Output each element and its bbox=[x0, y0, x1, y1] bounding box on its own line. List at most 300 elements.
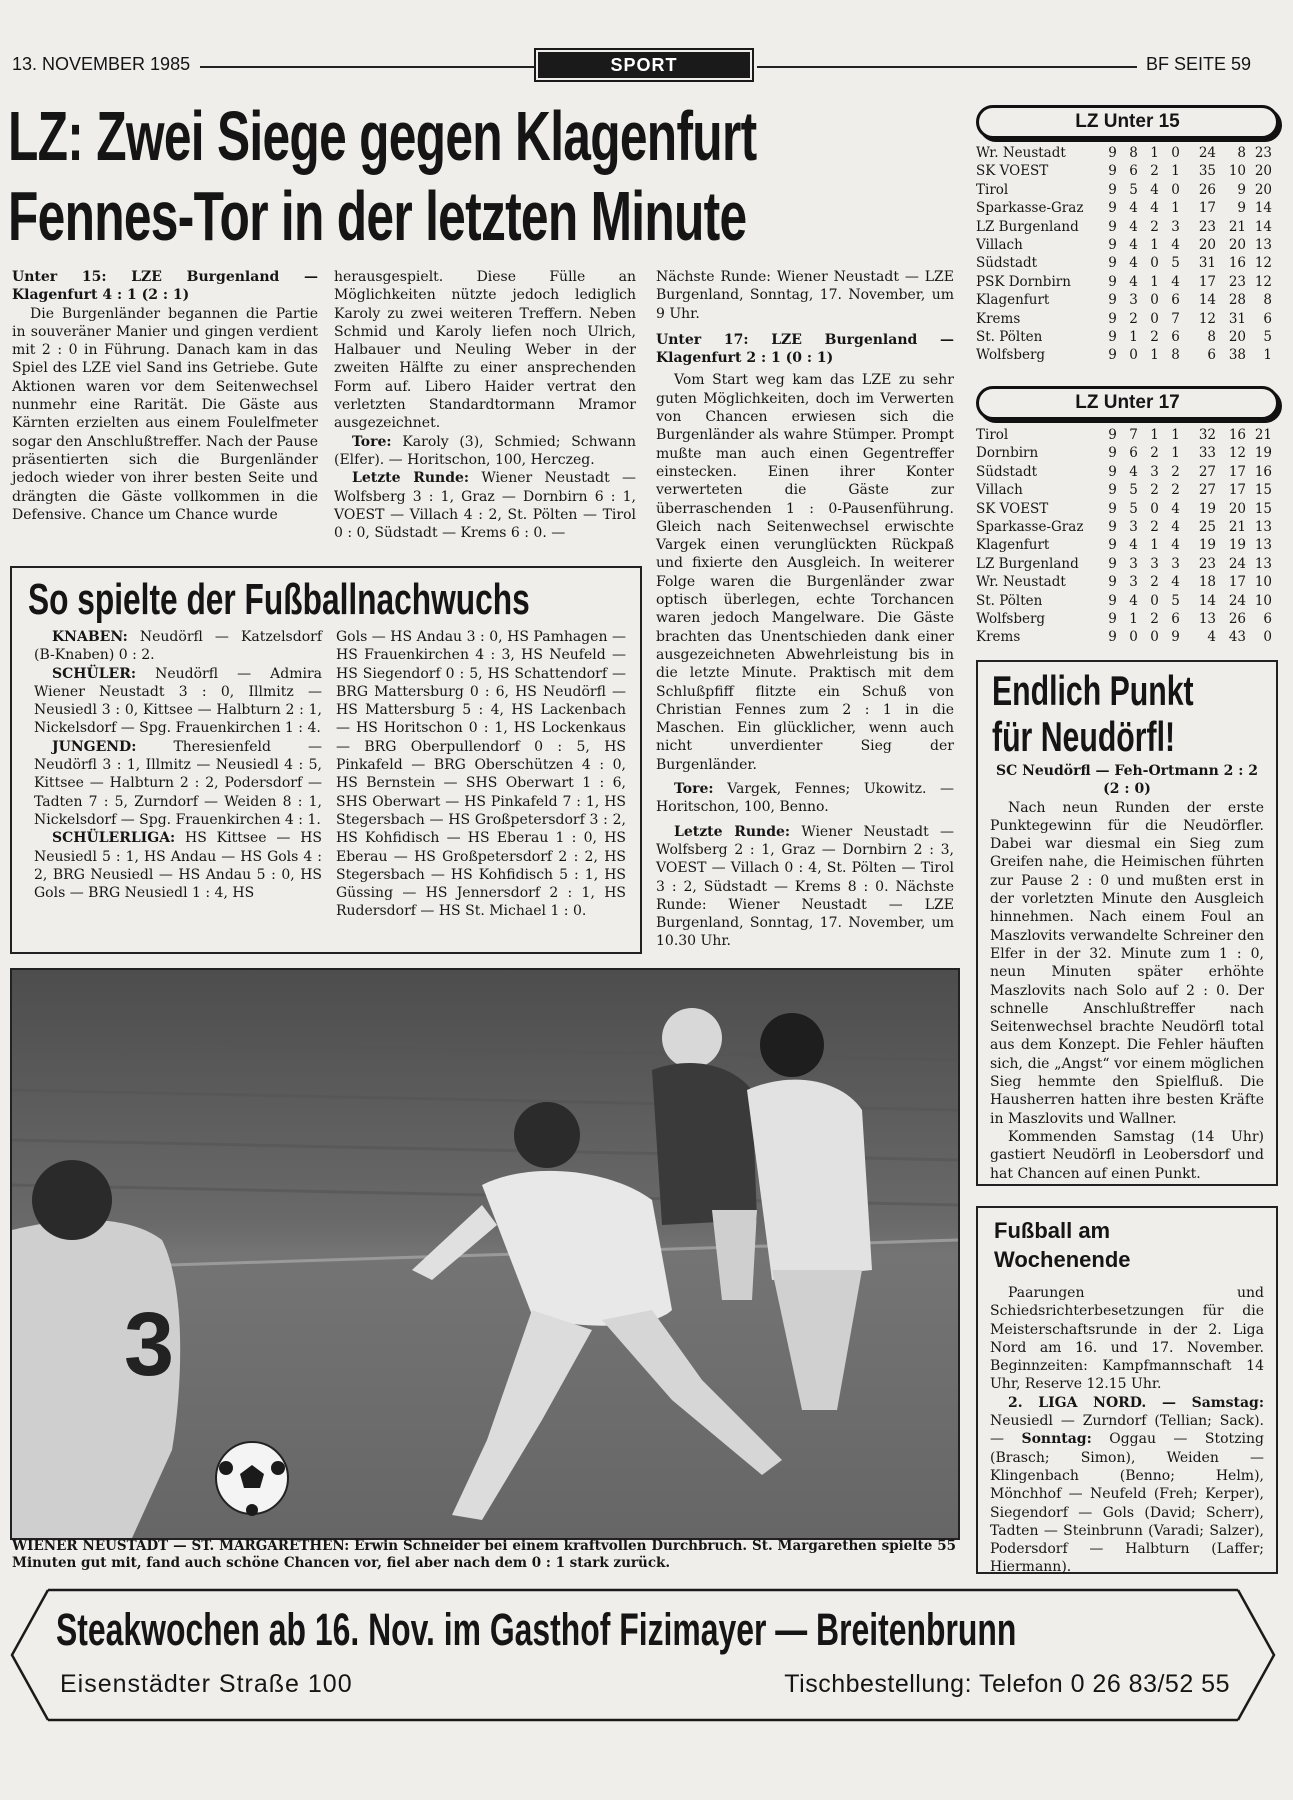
table-row bbox=[976, 463, 1278, 481]
games: 9 bbox=[1108, 181, 1117, 198]
team-name: LZ Burgenland bbox=[976, 555, 1079, 572]
u17-tore: Vargek, Fennes; Ukowitz. — Horitschon, 100, Benno. bbox=[656, 781, 954, 816]
games: 9 bbox=[1108, 592, 1117, 609]
games: 9 bbox=[1108, 427, 1117, 443]
u15-body-cont: herausgespielt. Diese Fülle an Möglichkeiten nützte jedoch lediglich Karoly zu zwei weiteren Treffern. Neben Schmid und Karoly liefen noch Ulrich, Halbauer und Neuling Weber in der zweiten Hälfte zu einer ansprechenden Form auf. Libero Haider vertrat den verletzten Standardtormann Mramor ausgezeichnet. bbox=[334, 269, 636, 432]
wins: 5 bbox=[1129, 482, 1138, 499]
wins: 4 bbox=[1129, 537, 1138, 554]
u15-tore: Karoly (3), Schmied; Schwann (Elfer). — Horitschon, 100, Herczeg. bbox=[334, 433, 637, 468]
table-row bbox=[976, 518, 1278, 536]
goals bbox=[1186, 426, 1246, 444]
sunday-label: Sonntag: bbox=[1021, 1431, 1092, 1448]
losses: 4 bbox=[1171, 237, 1180, 254]
neudoerfl-title-line2: für Neudörfl! bbox=[992, 713, 1176, 760]
goals-for: 19 bbox=[1198, 537, 1216, 554]
team-name: St. Pölten bbox=[976, 329, 1043, 346]
losses: 5 bbox=[1171, 592, 1180, 609]
wins: 3 bbox=[1129, 555, 1138, 572]
table-row bbox=[976, 254, 1278, 272]
u15-last-round: Wiener Neustadt — Wolfsberg 3 : 1, Graz — Dornbirn 6 : 1, VOEST — Villach 4 : 2, St. Pölten — Tirol 0 : 0, Südstadt — Krems 6 : 0. — bbox=[334, 470, 636, 542]
points: 15 bbox=[1254, 482, 1272, 499]
draws: 2 bbox=[1150, 163, 1159, 180]
goals-against: 12 bbox=[1228, 445, 1246, 462]
games: 9 bbox=[1108, 347, 1117, 364]
draws: 2 bbox=[1150, 218, 1159, 235]
u17-subheading: Unter 17: LZE Burgenland — Klagenfurt 2 : 1 (0 : 1) bbox=[656, 331, 954, 367]
goals bbox=[1186, 610, 1246, 628]
neudoerfl-title-line1: Endlich Punkt bbox=[992, 667, 1194, 714]
wins: 0 bbox=[1129, 347, 1138, 364]
team-name: Villach bbox=[976, 482, 1023, 499]
points: 13 bbox=[1254, 519, 1272, 536]
draws: 2 bbox=[1150, 611, 1159, 628]
goals bbox=[1186, 199, 1246, 217]
goals bbox=[1186, 481, 1246, 499]
draws: 2 bbox=[1150, 482, 1159, 499]
headline-line2: Fennes-Tor in der letzten Minute bbox=[8, 177, 747, 255]
photo-caption-text: Erwin Schneider bei einem kraftvollen Durchbruch. St. Margarethen spielte 55 Minuten gut mit, fand auch schöne Chancen vor, fiel aber nach dem 0 : 1 stark zurück. bbox=[12, 1538, 956, 1571]
games: 9 bbox=[1108, 329, 1117, 346]
ad-headline: Steakwochen ab 16. Nov. im Gasthof Fizimayer — Breitenbrunn bbox=[56, 1604, 1017, 1655]
goals-for: 17 bbox=[1198, 273, 1216, 290]
draws: 4 bbox=[1150, 200, 1159, 217]
goals-against: 24 bbox=[1228, 555, 1246, 572]
goals-against: 17 bbox=[1228, 482, 1246, 499]
goals-for: 27 bbox=[1198, 482, 1216, 499]
goals-against: 38 bbox=[1228, 347, 1246, 364]
wins: 3 bbox=[1129, 574, 1138, 591]
points: 10 bbox=[1254, 574, 1272, 591]
team-name: Südstadt bbox=[976, 463, 1038, 480]
draws: 2 bbox=[1150, 519, 1159, 536]
draws: 2 bbox=[1150, 574, 1159, 591]
games: 9 bbox=[1108, 218, 1117, 235]
wins: 4 bbox=[1129, 237, 1138, 254]
wins: 2 bbox=[1129, 310, 1138, 327]
liga-nord-saturday: Neusiedl — Zurndorf (Tellian; Sack). — bbox=[990, 1413, 1264, 1448]
points: 19 bbox=[1254, 445, 1272, 462]
goals-against: 20 bbox=[1228, 329, 1246, 346]
team-name: Tirol bbox=[976, 427, 1009, 443]
wins: 4 bbox=[1129, 463, 1138, 480]
losses: 1 bbox=[1171, 445, 1180, 462]
draws: 1 bbox=[1150, 237, 1159, 254]
points: 14 bbox=[1254, 218, 1272, 235]
goals bbox=[1186, 310, 1246, 328]
wins: 1 bbox=[1129, 329, 1138, 346]
goals-for: 23 bbox=[1198, 555, 1216, 572]
table-row bbox=[976, 218, 1278, 236]
wins: 7 bbox=[1129, 427, 1138, 443]
neudoerfl-body: Nach neun Runden der erste Punktegewinn für die Neudörfler. Dabei war diesmal ein Sieg zum Greifen nahe, die Heimischen führten zur Pause 2 : 0 und mußten erst in der vorletzten Minute den Ausgleich hinnehmen. Nach einem Foul an Maszlovits verwandelte Schreiner den Elfer in der 32. Minute zum 1 : 0, neun Minuten später erhöhte Maszlovits nach Solo auf 2 : 0. Der schnelle Anschlußtreffer nach Seitenwechsel brachte Neudörfl total aus dem Konzept. Die Fehler häuften sich, die „Angst“ vor einem möglichen Sieg hemmte den Spielfluß. Die Hausherren hatten ihre besten Kräfte in Maszlovits und Wallner. bbox=[990, 799, 1264, 1127]
wins: 4 bbox=[1129, 255, 1138, 272]
draws: 1 bbox=[1150, 537, 1159, 554]
goals-against: 17 bbox=[1228, 574, 1246, 591]
losses: 0 bbox=[1171, 181, 1180, 198]
table-row bbox=[976, 144, 1278, 162]
games: 9 bbox=[1108, 629, 1117, 646]
team-name: Dornbirn bbox=[976, 445, 1039, 462]
team-name: Wr. Neustadt bbox=[976, 574, 1066, 591]
jungend-label: JUNGEND: bbox=[52, 738, 137, 755]
games: 9 bbox=[1108, 611, 1117, 628]
losses: 4 bbox=[1171, 537, 1180, 554]
goals-for: 17 bbox=[1198, 200, 1216, 217]
games: 9 bbox=[1108, 255, 1117, 272]
team-name: St. Pölten bbox=[976, 592, 1043, 609]
games: 9 bbox=[1108, 237, 1117, 254]
team-name: PSK Dornbirn bbox=[976, 273, 1071, 290]
goals bbox=[1186, 236, 1246, 254]
advertisement bbox=[8, 1586, 1278, 1724]
points: 10 bbox=[1254, 592, 1272, 609]
header-page: BF SEITE 59 bbox=[1146, 54, 1252, 74]
goals-for: 27 bbox=[1198, 463, 1216, 480]
u15-body: Die Burgenländer begannen die Partie in souveräner Manier und gingen verdient mit 2 : 0 in Führung. Danach kam in das Spiel des LZE viel Sand ins Getriebe. Gute Aktionen waren vor dem Seitenwechsel nunmehr eine Rarität. Die Gäste aus Kärnten erzielten aus einem Foulelfmeter sogar den Anschlußtreffer. Nach der Pause präsentierten sich die Burgenländer jedoch wieder von ihrer besten Seite und drängten die Gäste vollkommen in die Defensive. Chance um Chance wurde bbox=[12, 305, 318, 523]
neudoerfl-subheading-ht: (2 : 0) bbox=[1103, 781, 1151, 798]
goals bbox=[1186, 218, 1246, 236]
goals bbox=[1186, 254, 1246, 272]
liga-nord-label: 2. LIGA NORD. — Samstag: bbox=[1008, 1394, 1264, 1411]
draws: 0 bbox=[1150, 310, 1159, 327]
wins: 5 bbox=[1129, 181, 1138, 198]
goals bbox=[1186, 162, 1246, 180]
article-col2 bbox=[334, 268, 636, 542]
draws: 2 bbox=[1150, 445, 1159, 462]
wins: 4 bbox=[1129, 200, 1138, 217]
photo-caption bbox=[12, 1538, 956, 1572]
goals bbox=[1186, 273, 1246, 291]
losses: 4 bbox=[1171, 273, 1180, 290]
photo-graphic bbox=[12, 970, 958, 1538]
points: 20 bbox=[1254, 181, 1272, 198]
u15-table bbox=[976, 144, 1278, 365]
goals-against: 9 bbox=[1237, 200, 1246, 217]
table-row bbox=[976, 162, 1278, 180]
nachwuchs-right: Gols — HS Andau 3 : 0, HS Pamhagen — HS Frauenkirchen 4 : 3, HS Neufeld — HS Siegendorf 0 : 5, HS Schattendorf — BRG Mattersburg 0 : 6, HS Neudörfl — HS Mattersburg 5 : 4, HS Lackenbach — HS Horitschon 0 : 1, HS Lockenkaus — BRG Oberpullendorf 0 : 5, HS Pinkafeld — BRG Oberschützen 4 : 0, HS Bernstein — SHS Oberwart 1 : 6, SHS Oberwart — HS Pinkafeld 7 : 1, HS Stegersbach — HS Großpetersdorf 3 : 2, HS Kohfidisch — HS Eberau 1 : 0, HS Eberau — HS Großpetersdorf 2 : 2, HS Stegersbach — HS Kohfidisch 5 : 1, HS Güssing — HS Jennersdorf 2 : 1, HS Rudersdorf — HS St. Michael 1 : 0. bbox=[336, 629, 626, 920]
losses: 2 bbox=[1171, 463, 1180, 480]
points: 5 bbox=[1263, 329, 1272, 346]
liga-nord-sunday: Oggau — Stotzing (Brasch; Simon), Weiden — Klingenbach (Benno; Helm), Mönchhof — Neufeld (Freh; Kerper), Siegendorf — Gols (David; Scherr), Tadten — Steinbrunn (Varadi; Salzer), Podersdorf — Halbturn (Laffer; Hiermann). bbox=[990, 1431, 1264, 1576]
neudoerfl-subheading: SC Neudörfl — Feh-Ortmann 2 : 2 bbox=[995, 763, 1259, 779]
wins: 6 bbox=[1129, 445, 1138, 462]
losses: 1 bbox=[1171, 200, 1180, 217]
knaben-label: KNABEN: bbox=[52, 629, 128, 645]
losses: 8 bbox=[1171, 347, 1180, 364]
losses: 6 bbox=[1171, 611, 1180, 628]
team-name: Wolfsberg bbox=[976, 347, 1046, 364]
points: 20 bbox=[1254, 163, 1272, 180]
team-name: Südstadt bbox=[976, 255, 1038, 272]
wins: 8 bbox=[1129, 145, 1138, 161]
header-date: 13. NOVEMBER 1985 bbox=[12, 54, 191, 74]
games: 9 bbox=[1108, 555, 1117, 572]
losses: 4 bbox=[1171, 574, 1180, 591]
schuelerliga-text: HS Kittsee — HS Neusiedl 5 : 1, HS Andau — HS Gols 4 : 2, BRG Neusiedl — HS Andau 5 : 0, HS Gols — BRG Neusiedl 1 : 4, HS bbox=[34, 830, 322, 902]
section-label-text: SPORT bbox=[610, 55, 678, 75]
table-row bbox=[976, 444, 1278, 462]
football-photo bbox=[10, 968, 960, 1540]
goals-for: 25 bbox=[1198, 519, 1216, 536]
goals-against: 8 bbox=[1237, 145, 1246, 161]
u15-last-round-label: Letzte Runde: bbox=[352, 470, 470, 487]
article-col1 bbox=[12, 268, 318, 524]
losses: 1 bbox=[1171, 427, 1180, 443]
table-row bbox=[976, 573, 1278, 591]
losses: 7 bbox=[1171, 310, 1180, 327]
table-row bbox=[976, 181, 1278, 199]
points: 23 bbox=[1254, 145, 1272, 161]
goals bbox=[1186, 346, 1246, 364]
team-name: LZ Burgenland bbox=[976, 218, 1079, 235]
goals bbox=[1186, 592, 1246, 610]
table-row bbox=[976, 536, 1278, 554]
wins: 5 bbox=[1129, 500, 1138, 517]
goals-for: 20 bbox=[1198, 237, 1216, 254]
header-rule-right bbox=[757, 66, 1137, 68]
photo-caption-label: WIENER NEUSTADT — ST. MARGARETHEN: bbox=[12, 1538, 350, 1554]
team-name: Sparkasse-Graz bbox=[976, 519, 1084, 536]
team-name: SK VOEST bbox=[976, 163, 1049, 180]
goals-for: 24 bbox=[1198, 145, 1216, 161]
wochenende-title bbox=[994, 1216, 1131, 1274]
goals bbox=[1186, 444, 1246, 462]
points: 12 bbox=[1254, 255, 1272, 272]
goals-against: 21 bbox=[1228, 218, 1246, 235]
goals bbox=[1186, 573, 1246, 591]
games: 9 bbox=[1108, 574, 1117, 591]
games: 9 bbox=[1108, 519, 1117, 536]
table-row bbox=[976, 346, 1278, 364]
team-name: Villach bbox=[976, 237, 1023, 254]
points: 16 bbox=[1254, 463, 1272, 480]
neudoerfl-box bbox=[976, 660, 1278, 1186]
games: 9 bbox=[1108, 463, 1117, 480]
wins: 4 bbox=[1129, 592, 1138, 609]
neudoerfl-title bbox=[992, 668, 1272, 760]
team-name: SK VOEST bbox=[976, 500, 1049, 517]
wochenende-body: Paarungen und Schiedsrichterbesetzungen für die Meisterschaftsrunde in der 2. Liga Nord am 16. und 17. November. Beginnzeiten: Kampfmannschaft 14 Uhr, Reserve 12.15 Uhr. bbox=[990, 1285, 1264, 1393]
team-name: Sparkasse-Graz bbox=[976, 200, 1084, 217]
table-row bbox=[976, 310, 1278, 328]
u17-body: Vom Start weg kam das LZE zu sehr guten Möglichkeiten, doch im Verwerten von Chancen erwiesen sich die Burgenländer als wahre Stümper. Prompt mußte man auch einen Gegentreffer einstecken. Einen ihrer Konter verwerteten die Gäste zur überraschenden 1 : 0-Pausenführung. Gleich nach Seitenwechsel erwischte Vargek einen verunglückten Rückpaß und fixierte den Ausgleich. In weiterer Folge waren die Burgenländer zwar optisch überlegen, echte Torchancen waren jedoch Mangelware. Die Gäste brachten das Unentschieden dank einer ausgezeichneten Abwehrleistung bis in die letzte Minute. Praktisch mit dem Schlußpfiff flitzte ein Schuß von Christian Fennes zum 2 : 1 in die Maschen. Ein glücklicher, wenn auch nicht unverdienter Sieg der Burgenländer. bbox=[656, 372, 954, 773]
goals-against: 26 bbox=[1228, 611, 1246, 628]
draws: 0 bbox=[1150, 255, 1159, 272]
team-name: Klagenfurt bbox=[976, 292, 1050, 309]
wins: 1 bbox=[1129, 611, 1138, 628]
table-row bbox=[976, 555, 1278, 573]
goals-against: 43 bbox=[1228, 629, 1246, 646]
goals-for: 6 bbox=[1207, 347, 1216, 364]
table-row bbox=[976, 236, 1278, 254]
schueler-label: SCHÜLER: bbox=[52, 665, 137, 682]
jersey-number: 3 bbox=[124, 1295, 175, 1395]
jungend-text: Theresienfeld — Neudörfl 3 : 1, Illmitz — Neusiedl 4 : 5, Kittsee — Halbturn 2 : 2, Podersdorf — Tadten 7 : 5, Zurndorf — Weiden 8 : 1, Nickelsdorf — Spg. Frauenkirchen 4 : 1. bbox=[34, 738, 323, 828]
table-row bbox=[976, 273, 1278, 291]
nachwuchs-box bbox=[10, 566, 642, 954]
goals-against: 17 bbox=[1228, 463, 1246, 480]
wochenende-box bbox=[976, 1206, 1278, 1574]
u15-tore-label: Tore: bbox=[352, 433, 392, 450]
draws: 1 bbox=[1150, 427, 1159, 443]
goals-against: 24 bbox=[1228, 592, 1246, 609]
draws: 0 bbox=[1150, 292, 1159, 309]
losses: 1 bbox=[1171, 163, 1180, 180]
team-name: Tirol bbox=[976, 181, 1009, 198]
team-name: Krems bbox=[976, 629, 1021, 646]
points: 13 bbox=[1254, 237, 1272, 254]
draws: 1 bbox=[1150, 347, 1159, 364]
goals-for: 35 bbox=[1198, 163, 1216, 180]
ad-phone: Tischbestellung: Telefon 0 26 83/52 55 bbox=[784, 1670, 1230, 1698]
points: 6 bbox=[1263, 611, 1272, 628]
nachwuchs-left bbox=[34, 628, 322, 902]
wins: 3 bbox=[1129, 519, 1138, 536]
losses: 2 bbox=[1171, 482, 1180, 499]
points: 21 bbox=[1254, 427, 1272, 443]
table-row bbox=[976, 291, 1278, 309]
goals-for: 31 bbox=[1198, 255, 1216, 272]
games: 9 bbox=[1108, 292, 1117, 309]
draws: 3 bbox=[1150, 555, 1159, 572]
wins: 6 bbox=[1129, 163, 1138, 180]
goals bbox=[1186, 536, 1246, 554]
draws: 2 bbox=[1150, 329, 1159, 346]
u17-tore-label: Tore: bbox=[674, 781, 714, 798]
goals-for: 4 bbox=[1207, 629, 1216, 646]
points: 1 bbox=[1263, 347, 1272, 364]
points: 15 bbox=[1254, 500, 1272, 517]
u17-table bbox=[976, 426, 1278, 647]
points: 0 bbox=[1263, 629, 1272, 646]
losses: 4 bbox=[1171, 500, 1180, 517]
goals bbox=[1186, 181, 1246, 199]
games: 9 bbox=[1108, 482, 1117, 499]
wochenende-title-line2: Wochenende bbox=[994, 1247, 1131, 1272]
draws: 4 bbox=[1150, 181, 1159, 198]
wins: 0 bbox=[1129, 629, 1138, 646]
schuelerliga-label: SCHÜLERLIGA: bbox=[52, 830, 176, 847]
team-name: Krems bbox=[976, 310, 1021, 327]
losses: 3 bbox=[1171, 555, 1180, 572]
table-row bbox=[976, 199, 1278, 217]
goals-for: 19 bbox=[1198, 500, 1216, 517]
losses: 6 bbox=[1171, 329, 1180, 346]
losses: 5 bbox=[1171, 255, 1180, 272]
goals bbox=[1186, 518, 1246, 536]
losses: 9 bbox=[1171, 629, 1180, 646]
goals-against: 19 bbox=[1228, 537, 1246, 554]
points: 13 bbox=[1254, 555, 1272, 572]
goals-for: 33 bbox=[1198, 445, 1216, 462]
section-label bbox=[538, 52, 750, 78]
games: 9 bbox=[1108, 310, 1117, 327]
goals-against: 20 bbox=[1228, 500, 1246, 517]
points: 14 bbox=[1254, 200, 1272, 217]
goals-for: 23 bbox=[1198, 218, 1216, 235]
team-name: Wr. Neustadt bbox=[976, 145, 1066, 161]
goals bbox=[1186, 628, 1246, 646]
goals-for: 18 bbox=[1198, 574, 1216, 591]
draws: 0 bbox=[1150, 592, 1159, 609]
losses: 3 bbox=[1171, 218, 1180, 235]
knaben-text: Neudörfl — Katzelsdorf (B-Knaben) 0 : 2. bbox=[34, 629, 322, 664]
schueler-text: Neudörfl — Admira Wiener Neustadt 3 : 0, Illmitz — Neusiedl 3 : 0, Kittsee — Halbturn 2 : 1, Nickelsdorf — Spg. Frauenkirchen 1 : 4. bbox=[34, 665, 322, 737]
headline bbox=[8, 96, 958, 256]
wins: 4 bbox=[1129, 273, 1138, 290]
goals-for: 26 bbox=[1198, 181, 1216, 198]
goals-against: 9 bbox=[1237, 181, 1246, 198]
games: 9 bbox=[1108, 200, 1117, 217]
header-rule-left bbox=[200, 66, 536, 68]
goals-for: 14 bbox=[1198, 592, 1216, 609]
points: 8 bbox=[1263, 292, 1272, 309]
goals-against: 28 bbox=[1228, 292, 1246, 309]
u17-last-round-label: Letzte Runde: bbox=[674, 823, 791, 840]
u17-table-title: LZ Unter 17 bbox=[976, 386, 1279, 420]
games: 9 bbox=[1108, 273, 1117, 290]
u17-last-round: Wiener Neustadt — Wolfsberg 2 : 1, Graz — Dornbirn 2 : 3, VOEST — Villach 0 : 4, St. Pölten — Tirol 3 : 2, Südstadt — Krems 8 : 0. Nächste Runde: Wiener Neustadt — LZE Burgenland, Sonntag, 17. November, um 10.30 Uhr. bbox=[656, 823, 954, 950]
goals-against: 10 bbox=[1228, 163, 1246, 180]
table-row bbox=[976, 481, 1278, 499]
points: 13 bbox=[1254, 537, 1272, 554]
losses: 0 bbox=[1171, 145, 1180, 161]
goals bbox=[1186, 144, 1246, 162]
goals bbox=[1186, 500, 1246, 518]
wins: 3 bbox=[1129, 292, 1138, 309]
neudoerfl-body-2: Kommenden Samstag (14 Uhr) gastiert Neudörfl in Leobersdorf und hat Chancen auf einen Punkt. bbox=[990, 1128, 1264, 1182]
goals-against: 16 bbox=[1228, 255, 1246, 272]
u15-table-title: LZ Unter 15 bbox=[976, 105, 1279, 139]
games: 9 bbox=[1108, 500, 1117, 517]
team-name: Wolfsberg bbox=[976, 611, 1046, 628]
table-row bbox=[976, 328, 1278, 346]
draws: 3 bbox=[1150, 463, 1159, 480]
points: 12 bbox=[1254, 273, 1272, 290]
losses: 6 bbox=[1171, 292, 1180, 309]
goals bbox=[1186, 463, 1246, 481]
table-row bbox=[976, 426, 1278, 444]
table-row bbox=[976, 628, 1278, 646]
goals-for: 14 bbox=[1198, 292, 1216, 309]
draws: 0 bbox=[1150, 500, 1159, 517]
table-row bbox=[976, 592, 1278, 610]
goals-against: 23 bbox=[1228, 273, 1246, 290]
games: 9 bbox=[1108, 163, 1117, 180]
wins: 4 bbox=[1129, 218, 1138, 235]
goals-for: 32 bbox=[1198, 427, 1216, 443]
losses: 4 bbox=[1171, 519, 1180, 536]
headline-line1: LZ: Zwei Siege gegen Klagenfurt bbox=[8, 97, 757, 175]
table-row bbox=[976, 500, 1278, 518]
goals-against: 16 bbox=[1228, 427, 1246, 443]
nachwuchs-title: So spielte der Fußballnachwuchs bbox=[28, 575, 530, 624]
wochenende-title-line1: Fußball am bbox=[994, 1218, 1111, 1243]
ad-address: Eisenstädter Straße 100 bbox=[60, 1670, 353, 1698]
goals-against: 31 bbox=[1228, 310, 1246, 327]
team-name: Klagenfurt bbox=[976, 537, 1050, 554]
games: 9 bbox=[1108, 537, 1117, 554]
draws: 0 bbox=[1150, 629, 1159, 646]
goals-against: 21 bbox=[1228, 519, 1246, 536]
goals bbox=[1186, 555, 1246, 573]
goals-against: 20 bbox=[1228, 237, 1246, 254]
u15-next-round: Nächste Runde: Wiener Neustadt — LZE Burgenland, Sonntag, 17. November, um 9 Uhr. bbox=[656, 269, 954, 322]
goals bbox=[1186, 328, 1246, 346]
goals-for: 12 bbox=[1198, 310, 1216, 327]
draws: 1 bbox=[1150, 145, 1159, 161]
draws: 1 bbox=[1150, 273, 1159, 290]
